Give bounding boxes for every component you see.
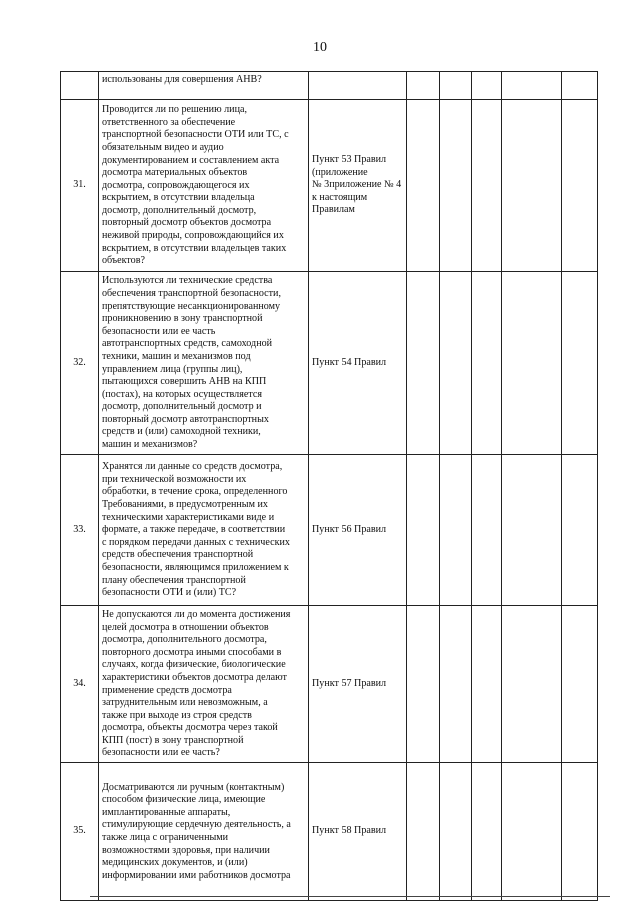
question-line: досмотр, дополнительный досмотр и <box>102 401 262 413</box>
question-line: характеристики объектов досмотра делают <box>102 671 287 683</box>
row-number <box>61 72 99 100</box>
question-line: безопасности или ее часть <box>102 325 216 337</box>
question-line: затруднительным или невозможным, а <box>102 697 268 709</box>
reference-cell <box>309 763 407 901</box>
answer-cell <box>472 763 502 901</box>
question-line: вскрытием, в отсутствии владельца <box>102 192 255 204</box>
question-line: препятствующие несанкционированному <box>102 300 281 312</box>
question-line: имплантированные аппараты, <box>102 806 231 818</box>
question-line: также при выходе из строя средств <box>102 709 252 721</box>
question-line: ответственного за обеспечение <box>102 116 236 128</box>
answer-cell <box>407 100 440 272</box>
row-number: 32. <box>61 272 99 455</box>
bottom-rule <box>90 896 610 897</box>
checklist-table <box>60 71 598 901</box>
reference-line: Пункт 54 Правил <box>312 356 387 368</box>
table-row <box>61 763 598 901</box>
question-line: также лица с ограниченными <box>102 832 229 843</box>
question-line: Досматриваются ли ручным (контактным) <box>102 781 285 793</box>
answer-cell <box>440 606 472 763</box>
answer-cell <box>407 272 440 455</box>
question-line: информировании ими работников досмотра <box>102 869 291 881</box>
answer-cell <box>407 763 440 901</box>
reference-line: Пункт 58 Правил <box>312 825 387 837</box>
table-row <box>61 100 598 272</box>
answer-cell <box>472 72 502 100</box>
question-cell <box>99 606 309 763</box>
question-line: возможностями здоровья, при наличии <box>102 844 270 856</box>
question-line: способом физические лица, имеющие <box>102 794 266 806</box>
question-line: Проводится ли по решению лица, <box>102 104 247 116</box>
answer-cell <box>562 606 598 763</box>
answer-cell <box>562 100 598 272</box>
reference-line: Пункт 57 Правил <box>312 677 387 689</box>
table-row <box>61 606 598 763</box>
answer-cell <box>502 72 562 100</box>
answer-cell <box>502 272 562 455</box>
question-line: при технической возможности их <box>102 473 247 485</box>
answer-cell <box>562 272 598 455</box>
answer-cell <box>502 100 562 272</box>
reference-line: Правилам <box>312 204 355 216</box>
question-line: формате, а также передаче, в соответствии <box>102 524 286 536</box>
question-cell <box>99 272 309 455</box>
question-line: обеспечения транспортной безопасности, <box>102 287 281 299</box>
row-number: 34. <box>61 606 99 763</box>
answer-cell <box>472 455 502 606</box>
answer-cell <box>440 72 472 100</box>
question-line: Не допускаются ли до момента достижения <box>102 608 291 620</box>
question-line: проникновению в зону транспортной <box>102 313 263 325</box>
question-line: досмотра, сопровождающегося их <box>102 179 250 191</box>
question-line: обработки, в течение срока, определенного <box>102 486 288 498</box>
answer-cell <box>407 455 440 606</box>
reference-line: № 3приложение № 4 <box>312 179 402 191</box>
question-cell <box>99 763 309 901</box>
question-cell <box>99 72 309 100</box>
answer-cell <box>502 606 562 763</box>
table-row <box>61 272 598 455</box>
answer-cell <box>440 455 472 606</box>
question-line: управлением лица (группы лиц), <box>102 363 243 375</box>
question-line: с порядком передачи данных с технических <box>102 536 290 548</box>
table-row <box>61 455 598 606</box>
answer-cell <box>472 272 502 455</box>
answer-cell <box>440 272 472 455</box>
answer-cell <box>440 100 472 272</box>
question-line: безопасности ОТИ и (или) ТС? <box>102 587 237 599</box>
answer-cell <box>562 763 598 901</box>
question-line: (постах), на которых осуществляется <box>102 388 262 400</box>
question-line: Используются ли технические средства <box>102 275 273 287</box>
question-line: досмотра материальных объектов <box>102 167 248 179</box>
reference-line: к настоящим <box>312 191 368 203</box>
question-line: объектов? <box>102 255 145 267</box>
answer-cell <box>472 606 502 763</box>
question-line: стимулирующие сердечную деятельность, а <box>102 819 291 831</box>
question-line: досмотра, объекты досмотра через такой <box>102 722 278 734</box>
answer-cell <box>407 72 440 100</box>
question-line: безопасности или ее часть? <box>102 747 220 759</box>
answer-cell <box>407 606 440 763</box>
question-line: КПП (пост) в зону транспортной <box>102 734 244 746</box>
answer-cell <box>472 100 502 272</box>
question-line: плану обеспечения транспортной <box>102 574 246 586</box>
question-line: повторный досмотр автотранспортных <box>102 413 269 425</box>
reference-cell <box>309 455 407 606</box>
answer-cell <box>562 72 598 100</box>
reference-line: Пункт 56 Правил <box>312 523 387 535</box>
answer-cell <box>440 763 472 901</box>
question-line: пытающихся совершить АНВ на КПП <box>102 376 267 388</box>
question-line: случаях, когда физические, биологические <box>102 659 286 671</box>
question-line: досмотра, дополнительного досмотра, <box>102 634 267 646</box>
question-line: техники, машин и механизмов под <box>102 350 251 362</box>
reference-cell <box>309 272 407 455</box>
answer-cell <box>502 763 562 901</box>
question-line: автотранспортных средств, самоходной <box>102 338 273 350</box>
question-line: повторный досмотр объектов досмотра <box>102 217 272 229</box>
row-number: 35. <box>61 763 99 901</box>
question-line: Хранятся ли данные со средств досмотра, <box>102 461 283 473</box>
question-line: документированием и составлением акта <box>102 154 280 166</box>
question-line: средств и (или) самоходной техники, <box>102 426 261 438</box>
question-line: повторного досмотра иными способами в <box>102 646 282 658</box>
answer-cell <box>502 455 562 606</box>
answer-cell <box>562 455 598 606</box>
question-line: техническими характеристиками виде и <box>102 511 275 523</box>
row-number: 31. <box>61 100 99 272</box>
question-line: медицинских документов, и (или) <box>102 857 248 869</box>
reference-line: (приложение <box>312 166 368 178</box>
row-number: 33. <box>61 455 99 606</box>
page-number: 10 <box>313 40 327 55</box>
question-line: обязательным видео и аудио <box>102 141 224 153</box>
reference-cell <box>309 100 407 272</box>
question-line: неживой природы, сопровождающийся их <box>102 230 284 242</box>
question-line: машин и механизмов? <box>102 439 198 451</box>
question-cell <box>99 455 309 606</box>
question-line: средств обеспечения транспортной <box>102 549 254 561</box>
reference-cell <box>309 72 407 100</box>
question-line: досмотр, дополнительный досмотр, <box>102 204 257 216</box>
question-line: целей досмотра в отношении объектов <box>102 621 269 633</box>
question-line: вскрытием, в отсутствии владельцев таких <box>102 242 287 254</box>
question-line: использованы для совершения АНВ? <box>102 74 262 85</box>
question-line: применение средств досмотра <box>102 684 232 696</box>
reference-line: Пункт 53 Правил <box>312 154 387 166</box>
question-line: транспортной безопасности ОТИ или ТС, с <box>102 129 289 141</box>
question-line: безопасности, являющимся приложением к <box>102 561 289 573</box>
reference-cell <box>309 606 407 763</box>
table-row <box>61 72 598 100</box>
question-cell <box>99 100 309 272</box>
question-line: Требованиями, в предусмотренным их <box>102 499 268 511</box>
